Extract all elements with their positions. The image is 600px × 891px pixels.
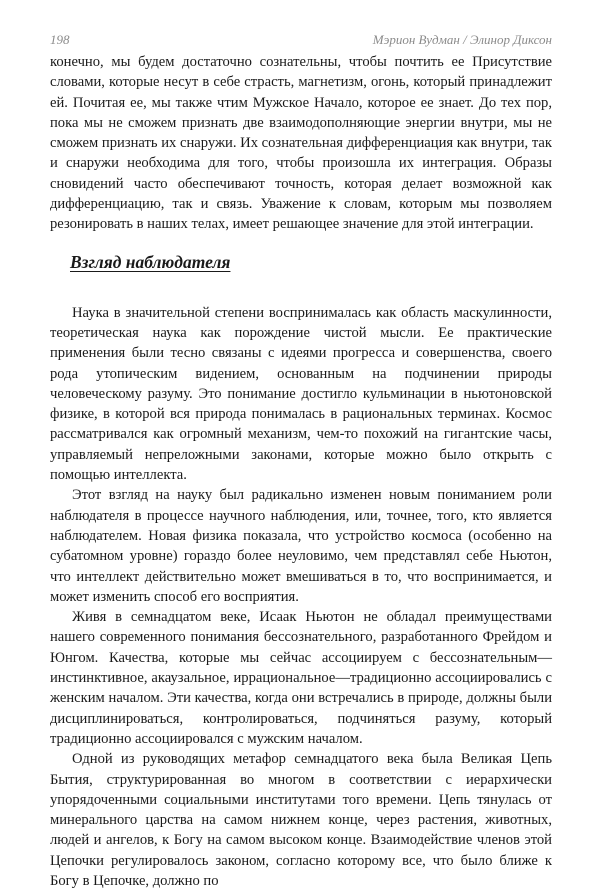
intro-paragraph: конечно, мы будем достаточно сознательны, чтобы почтить ее Присутствие словами, которые несут в себе страсть, магнетизм, огонь, который принадлежит ей. Почитая ее, мы также чтим Мужское Начало, которое ее знает. До тех пор, пока мы не сможем признать две взаимодополняющие энергии внутри, мы не сможем признать их снаружи. Их сознательная дифференциация как внутри, так и снаружи необходима для того, чтобы произошла их интеграция. Образы сновидений часто обеспечивают точность, которая делает возможной как дифференциацию, так и связь. Уважение к словам, которым мы позволяем резонировать в наших телах, имеет решающее значение для этой интеграции.	[50, 54, 552, 233]
paragraph-4: Одной из руководящих метафор семнадцатого века была Великая Цепь Бытия, структурированная во многом в соответствии с иерархически упорядоченными социальными институтами того времени. Цепь тянулась от минерального царства на самом нижнем конце, через растения, животных, людей и ангелов, к Богу на самом высоком конце. Взаимодействие членов этой Цепочки регулировалось законом, согласно которому все, что было ближе к Богу в Цепочке, должно по	[50, 751, 552, 889]
running-header	[50, 30, 552, 50]
section-heading: Взгляд наблюдателя	[70, 251, 231, 272]
paragraph-1: Наука в значительной степени воспринималась как область маскулинности, теоретическая наука как порождение чистой мысли. Ее практические применения были тесно связаны с идеями прогресса и совершенства, своего рода утопическим видением, основанным на подчинении природы человеческому разуму. Это понимание достигло кульминации в ньютоновской физике, в которой вся природа понималась в рациональных терминах. Космос рассматривался как огромный механизм, чем-то похожий на гигантские часы, управляемый непреложными законами, которые можно было открыть с помощью интеллекта.	[50, 304, 552, 484]
body-text	[50, 52, 552, 891]
running-title: Мэрион Вудман / Элинор Диксон	[372, 32, 552, 47]
book-page	[50, 30, 552, 891]
paragraph-2: Этот взгляд на науку был радикально изменен новым пониманием роли наблюдателя в процессе научного наблюдения, или, точнее, того, кто является наблюдателем. Новая физика показала, что устройство космоса (особенно на субатомном уровне) гораздо более неуловимо, чем представлял себе Ньютон, что интеллект действительно может вмешиваться в то, что воспринимается, и может изменить способ его восприятия.	[50, 487, 552, 605]
page-number: 198	[50, 32, 70, 47]
paragraph-3: Живя в семнадцатом веке, Исаак Ньютон не обладал преимуществами нашего современного понимания бессознательного, разработанного Фрейдом и Юнгом. Качества, которые мы сейчас ассоциируем с бессознательным— инстинктивное, акаузальное, иррациональное—традиционно ассоциировались с женским началом. Эти качества, когда они встречались в природе, должны были дисциплинироваться, контролироваться, подчиняться разуму, который традиционно ассоциировался с мужским началом.	[50, 609, 552, 747]
